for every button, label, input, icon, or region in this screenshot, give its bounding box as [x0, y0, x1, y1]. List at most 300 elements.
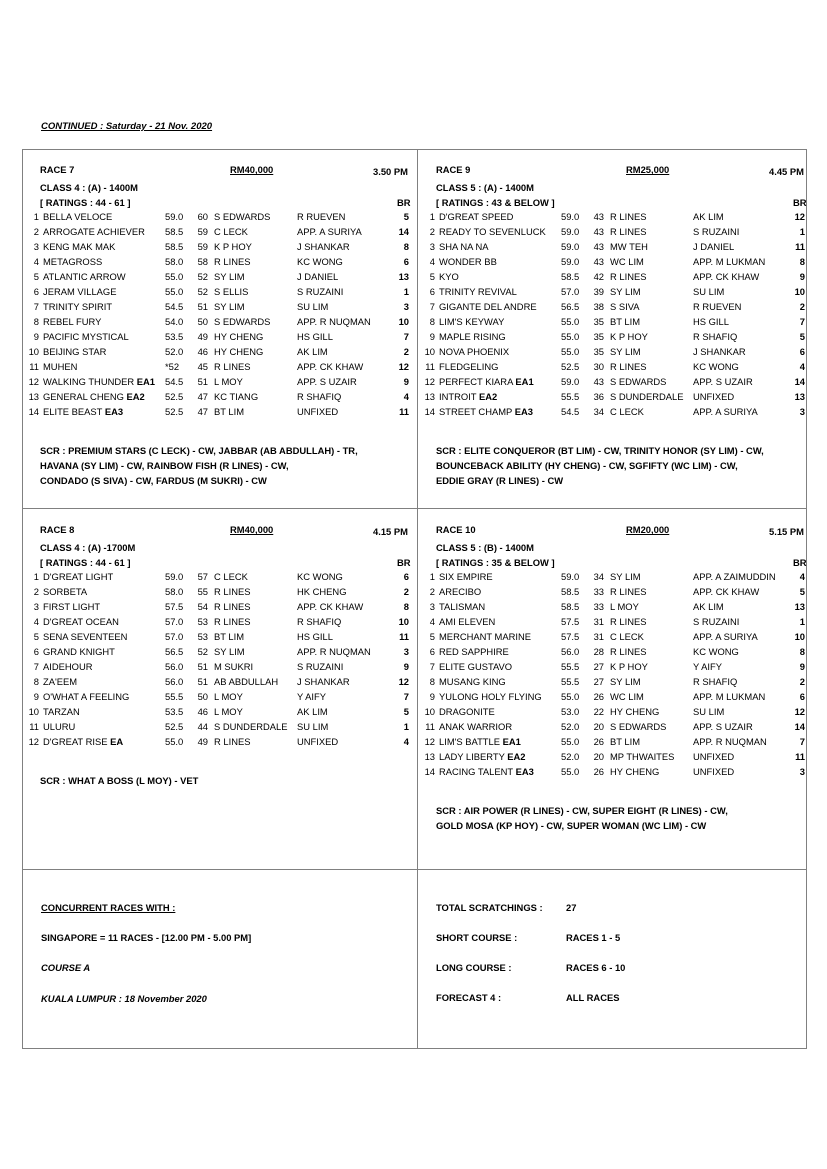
- rating: 57: [197, 571, 208, 582]
- br-header: BR: [793, 557, 807, 568]
- horse-name-text: ULURU: [43, 721, 76, 732]
- runner-number: 5: [33, 631, 39, 642]
- trainer: R SHAFIQ: [297, 391, 342, 402]
- weight: 54.0: [165, 316, 184, 327]
- jockey: R LINES: [214, 601, 251, 612]
- runner-row: [421, 376, 816, 391]
- horse-name-text: TALISMAN: [439, 601, 486, 612]
- runner-number: 1: [33, 571, 39, 582]
- barrier: 2: [403, 586, 409, 597]
- horse-name-text: BEIJING STAR: [43, 346, 107, 357]
- weight: 59.0: [165, 211, 184, 222]
- rating: 43: [593, 376, 604, 387]
- runner-number: 1: [429, 571, 435, 582]
- runner-number: 7: [429, 301, 435, 312]
- horse-name-text: REBEL FURY: [43, 316, 102, 327]
- barrier: 11: [795, 751, 805, 762]
- jockey: R LINES: [610, 271, 647, 282]
- jockey: SY LIM: [610, 286, 641, 297]
- rating: 47: [197, 391, 208, 402]
- rating: 46: [197, 346, 208, 357]
- jockey: SY LIM: [214, 301, 245, 312]
- trainer: HS GILL: [693, 316, 729, 327]
- horse-name: [439, 766, 534, 777]
- runner-number: 12: [424, 376, 435, 387]
- jockey: R LINES: [610, 361, 647, 372]
- trainer: SU LIM: [693, 706, 725, 717]
- rating: 26: [593, 766, 604, 777]
- jockey: BT LIM: [610, 736, 641, 747]
- jockey: R LINES: [214, 616, 251, 627]
- horse-name: [439, 226, 546, 237]
- race-prize: RM40,000: [230, 524, 274, 535]
- trainer: S RUZAINI: [693, 226, 740, 237]
- trainer: APP. R NUQMAN: [297, 646, 371, 657]
- race-ratings: [ RATINGS : 43 & BELOW ]: [436, 197, 555, 208]
- horse-name: [43, 226, 145, 237]
- horse-name: [43, 211, 112, 222]
- barrier: 6: [403, 256, 409, 267]
- horse-name: [43, 286, 116, 297]
- runner-row: [25, 256, 420, 271]
- barrier: 8: [799, 646, 805, 657]
- runner-number: 9: [33, 691, 39, 702]
- runner-number: 1: [33, 211, 39, 222]
- emergency-acceptor-tag: EA3: [514, 406, 533, 417]
- trainer: APP. CK KHAW: [297, 601, 364, 612]
- race-class: CLASS 5 : (A) - 1400M: [436, 182, 534, 193]
- rating: 50: [197, 691, 208, 702]
- horse-name: [43, 316, 101, 327]
- rating: 35: [593, 316, 604, 327]
- race-prize: RM20,000: [626, 524, 670, 535]
- horse-name-text: METAGROSS: [43, 256, 103, 267]
- jockey: K P HOY: [610, 661, 648, 672]
- weight: 56.5: [165, 646, 184, 657]
- runner-row: [421, 676, 816, 691]
- horse-name-text: SIX EMPIRE: [439, 571, 493, 582]
- scratchings-line: SCR : ELITE CONQUEROR (BT LIM) - CW, TRINITY HONOR (SY LIM) - CW,: [436, 445, 764, 456]
- runner-row: [25, 241, 420, 256]
- horse-name-text: SORBETA: [43, 586, 88, 597]
- jockey: AB ABDULLAH: [214, 676, 279, 687]
- race-time: 3.50 PM: [373, 166, 408, 177]
- trainer: UNFIXED: [693, 766, 735, 777]
- jockey: K P HOY: [610, 331, 648, 342]
- br-header: BR: [397, 557, 411, 568]
- continued-date-heading: CONTINUED : Saturday - 21 Nov. 2020: [41, 121, 213, 132]
- barrier: 3: [799, 406, 805, 417]
- runner-row: [421, 361, 816, 376]
- race-title: RACE 8: [40, 524, 75, 535]
- horse-name: [43, 631, 127, 642]
- barrier: 3: [799, 766, 805, 777]
- horse-name-text: ANAK WARRIOR: [439, 721, 513, 732]
- barrier: 10: [794, 631, 805, 642]
- barrier: 1: [799, 226, 805, 237]
- race-time: 4.45 PM: [769, 166, 804, 177]
- horse-name: [43, 376, 155, 387]
- weight: 54.5: [165, 376, 184, 387]
- barrier: 14: [794, 721, 805, 732]
- jockey: R LINES: [214, 256, 251, 267]
- horse-name: [439, 406, 533, 417]
- jockey: HY CHENG: [214, 346, 264, 357]
- runner-row: [421, 301, 816, 316]
- barrier: 5: [799, 331, 805, 342]
- emergency-acceptor-tag: EA2: [507, 751, 526, 762]
- emergency-acceptor-tag: EA2: [126, 391, 145, 402]
- jockey: L MOY: [214, 376, 243, 387]
- horse-name: [439, 706, 495, 717]
- rating: 54: [197, 601, 208, 612]
- horse-name: [439, 331, 506, 342]
- horse-name: [43, 256, 102, 267]
- weight: 55.0: [561, 691, 580, 702]
- runner-row: [25, 691, 420, 706]
- runner-row: [421, 646, 816, 661]
- runner-row: [421, 586, 816, 601]
- short-course-value: RACES 1 - 5: [566, 932, 621, 943]
- weight: 52.5: [165, 721, 184, 732]
- trainer: APP. CK KHAW: [297, 361, 364, 372]
- rating: 26: [593, 736, 604, 747]
- trainer: R SHAFIQ: [297, 616, 342, 627]
- runner-number: 14: [424, 766, 435, 777]
- rating: 43: [593, 241, 604, 252]
- horse-name: [439, 631, 531, 642]
- runner-row: [421, 721, 816, 736]
- weight: 55.5: [165, 691, 184, 702]
- trainer: APP. R NUQMAN: [297, 316, 371, 327]
- trainer: SU LIM: [297, 301, 329, 312]
- race-class: CLASS 4 : (A) - 1400M: [40, 182, 138, 193]
- jockey: BT LIM: [214, 631, 245, 642]
- horse-name: [43, 571, 113, 582]
- trainer: R RUEVEN: [297, 211, 346, 222]
- trainer: APP. CK KHAW: [693, 271, 760, 282]
- jockey: R LINES: [610, 226, 647, 237]
- horse-name: [439, 376, 534, 387]
- horse-name-text: RACING TALENT: [439, 766, 513, 777]
- horse-name: [43, 361, 77, 372]
- trainer: HS GILL: [297, 631, 333, 642]
- concurrent-races-title: CONCURRENT RACES WITH :: [41, 902, 176, 913]
- runner-row: [25, 706, 420, 721]
- runner-row: [25, 586, 420, 601]
- race-title: RACE 7: [40, 164, 75, 175]
- trainer: J DANIEL: [693, 241, 735, 252]
- barrier: 6: [799, 691, 805, 702]
- trainer: APP. S UZAIR: [693, 376, 753, 387]
- runner-number: 11: [29, 721, 39, 732]
- horse-name-text: ELITE BEAST: [43, 406, 103, 417]
- scratchings-note: [436, 443, 826, 488]
- horse-name: [43, 346, 106, 357]
- horse-name: [439, 586, 481, 597]
- weight: 58.0: [165, 256, 184, 267]
- runner-row: [421, 571, 816, 586]
- runner-number: 12: [424, 736, 435, 747]
- runner-number: 3: [429, 601, 435, 612]
- trainer: AK LIM: [297, 706, 328, 717]
- horse-name-text: ATLANTIC ARROW: [43, 271, 126, 282]
- runner-row: [421, 691, 816, 706]
- trainer: APP. S UZAIR: [297, 376, 357, 387]
- horse-name: [439, 346, 509, 357]
- horse-name: [43, 301, 112, 312]
- barrier: 12: [398, 676, 409, 687]
- race-time: 4.15 PM: [373, 526, 408, 537]
- runner-number: 11: [29, 361, 39, 372]
- scratchings-line: BOUNCEBACK ABILITY (HY CHENG) - CW, SGFIFTY (WC LIM) - CW,: [436, 460, 738, 471]
- rating: 44: [197, 721, 208, 732]
- barrier: 9: [403, 661, 409, 672]
- barrier: 4: [403, 391, 409, 402]
- barrier: 6: [799, 346, 805, 357]
- weight: 52.0: [165, 346, 184, 357]
- runner-row: [25, 406, 420, 421]
- barrier: 4: [799, 361, 805, 372]
- barrier: 10: [398, 316, 409, 327]
- barrier: 2: [403, 346, 409, 357]
- total-scratchings-value: 27: [566, 902, 577, 913]
- trainer: APP. A ZAIMUDDIN: [693, 571, 776, 582]
- runner-row: [25, 676, 420, 691]
- horse-name: [439, 211, 513, 222]
- runner-row: [25, 361, 420, 376]
- horse-name: [439, 661, 512, 672]
- horse-name: [439, 616, 495, 627]
- jockey: HY CHENG: [214, 331, 264, 342]
- runner-row: [421, 211, 816, 226]
- emergency-acceptor-tag: EA1: [515, 376, 534, 387]
- horse-name-text: ARROGATE ACHIEVER: [43, 226, 145, 237]
- barrier: 12: [794, 706, 805, 717]
- horse-name-text: MUHEN: [43, 361, 78, 372]
- rating: 31: [593, 631, 604, 642]
- rating: 47: [197, 406, 208, 417]
- horse-name: [439, 301, 537, 312]
- runner-number: 2: [33, 226, 39, 237]
- runner-row: [25, 331, 420, 346]
- barrier: 12: [794, 211, 805, 222]
- runner-number: 10: [424, 706, 435, 717]
- jockey: MP THWAITES: [610, 751, 675, 762]
- rating: 26: [593, 691, 604, 702]
- horse-name: [439, 721, 512, 732]
- rating: 28: [593, 646, 604, 657]
- trainer: UNFIXED: [693, 391, 735, 402]
- trainer: UNFIXED: [297, 736, 339, 747]
- runner-row: [421, 766, 816, 781]
- horse-name-text: ZA'EEM: [43, 676, 78, 687]
- rating: 42: [593, 271, 604, 282]
- horse-name-text: INTROIT: [439, 391, 477, 402]
- race-class: CLASS 5 : (B) - 1400M: [436, 542, 534, 553]
- horse-name-text: JERAM VILLAGE: [43, 286, 117, 297]
- runner-row: [421, 751, 816, 766]
- race-ratings: [ RATINGS : 44 - 61 ]: [40, 197, 131, 208]
- jockey: R LINES: [610, 586, 647, 597]
- runner-row: [421, 736, 816, 751]
- rating: 27: [593, 661, 604, 672]
- barrier: 7: [403, 331, 409, 342]
- jockey: R LINES: [214, 736, 251, 747]
- rating: 30: [593, 361, 604, 372]
- scratchings-line: GOLD MOSA (KP HOY) - CW, SUPER WOMAN (WC LIM) - CW: [436, 820, 707, 831]
- runner-number: 10: [424, 346, 435, 357]
- rating: 51: [197, 676, 208, 687]
- runner-row: [421, 331, 816, 346]
- horse-name-text: WALKING THUNDER: [43, 376, 135, 387]
- barrier: 6: [403, 571, 409, 582]
- weight: 55.0: [165, 736, 184, 747]
- horse-name: [43, 586, 87, 597]
- horse-name-text: MUSANG KING: [439, 676, 506, 687]
- trainer: APP. A SURIYA: [297, 226, 362, 237]
- runner-number: 11: [425, 361, 435, 372]
- jockey: SY LIM: [214, 271, 245, 282]
- horse-name: [439, 751, 526, 762]
- row-divider-1: [22, 508, 807, 509]
- trainer: KC WONG: [297, 571, 343, 582]
- scratchings-note: [40, 773, 430, 788]
- weight: 58.5: [165, 241, 184, 252]
- weight: 54.5: [165, 301, 184, 312]
- runner-number: 7: [429, 661, 435, 672]
- trainer: S RUZAINI: [297, 661, 344, 672]
- horse-name-text: DRAGONITE: [439, 706, 495, 717]
- barrier: 10: [794, 286, 805, 297]
- barrier: 2: [799, 676, 805, 687]
- barrier: 9: [799, 661, 805, 672]
- jockey: R LINES: [610, 616, 647, 627]
- jockey: BT LIM: [610, 316, 641, 327]
- runner-number: 11: [425, 721, 435, 732]
- horse-name-text: RED SAPPHIRE: [439, 646, 509, 657]
- horse-name-text: KENG MAK MAK: [43, 241, 116, 252]
- horse-name-text: BELLA VELOCE: [43, 211, 113, 222]
- row-divider-2: [22, 869, 807, 870]
- weight: 58.5: [561, 271, 580, 282]
- horse-name: [43, 721, 75, 732]
- horse-name-text: STREET CHAMP: [439, 406, 513, 417]
- weight: 55.0: [561, 346, 580, 357]
- horse-name: [43, 391, 145, 402]
- rating: 22: [593, 706, 604, 717]
- barrier: 8: [799, 256, 805, 267]
- runner-number: 2: [33, 586, 39, 597]
- emergency-acceptor-tag: EA1: [502, 736, 521, 747]
- barrier: 11: [399, 631, 409, 642]
- horse-name: [439, 271, 459, 282]
- horse-name-text: WONDER BB: [439, 256, 497, 267]
- weight: 59.0: [561, 376, 580, 387]
- horse-name: [439, 571, 493, 582]
- trainer: KC WONG: [297, 256, 343, 267]
- horse-name-text: FIRST LIGHT: [43, 601, 101, 612]
- jockey: S ELLIS: [214, 286, 249, 297]
- weight: 55.0: [561, 766, 580, 777]
- horse-name-text: GIGANTE DEL ANDRE: [439, 301, 537, 312]
- jockey: C LECK: [214, 571, 248, 582]
- runner-row: [421, 661, 816, 676]
- trainer: Y AIFY: [297, 691, 327, 702]
- trainer: KC WONG: [693, 646, 739, 657]
- weight: 56.0: [165, 676, 184, 687]
- trainer: KC WONG: [693, 361, 739, 372]
- trainer: SU LIM: [693, 286, 725, 297]
- jockey: WC LIM: [610, 256, 644, 267]
- runner-row: [421, 271, 816, 286]
- horse-name-text: READY TO SEVENLUCK: [439, 226, 546, 237]
- race-class: CLASS 4 : (A) -1700M: [40, 542, 136, 553]
- trainer: HS GILL: [297, 331, 333, 342]
- rating: 43: [593, 256, 604, 267]
- jockey: S EDWARDS: [214, 316, 271, 327]
- rating: 46: [197, 706, 208, 717]
- forecast-value: ALL RACES: [566, 992, 620, 1003]
- trainer: APP. S UZAIR: [693, 721, 753, 732]
- runner-row: [421, 631, 816, 646]
- weight: 56.0: [165, 661, 184, 672]
- weight: 59.0: [165, 571, 184, 582]
- barrier: 5: [799, 586, 805, 597]
- rating: 45: [197, 361, 208, 372]
- barrier: 7: [403, 691, 409, 702]
- race-prize: RM40,000: [230, 164, 274, 175]
- horse-name: [439, 676, 506, 687]
- jockey: SY LIM: [610, 571, 641, 582]
- rating: 52: [197, 286, 208, 297]
- rating: 59: [197, 226, 208, 237]
- runner-row: [421, 406, 816, 421]
- runner-number: 8: [33, 316, 39, 327]
- runner-number: 9: [429, 691, 435, 702]
- weight: 55.5: [561, 676, 580, 687]
- runner-number: 5: [429, 271, 435, 282]
- barrier: 11: [399, 406, 409, 417]
- scratchings-line: SCR : AIR POWER (R LINES) - CW, SUPER EIGHT (R LINES) - CW,: [436, 805, 728, 816]
- horse-name-text: GENERAL CHENG: [43, 391, 124, 402]
- jockey: HY CHENG: [610, 766, 660, 777]
- jockey: BT LIM: [214, 406, 245, 417]
- runner-row: [25, 601, 420, 616]
- rating: 53: [197, 631, 208, 642]
- horse-name: [43, 271, 126, 282]
- runner-number: 12: [28, 376, 39, 387]
- runner-number: 1: [429, 211, 435, 222]
- emergency-acceptor-tag: EA2: [478, 391, 498, 402]
- runner-number: 2: [429, 226, 435, 237]
- runner-row: [421, 286, 816, 301]
- runner-number: 4: [33, 616, 39, 627]
- barrier: 1: [403, 286, 409, 297]
- weight: 54.5: [561, 406, 580, 417]
- br-header: BR: [793, 197, 807, 208]
- jockey: S DUNDERDALE: [214, 721, 288, 732]
- jockey: HY CHENG: [610, 706, 660, 717]
- weight: 57.0: [561, 286, 580, 297]
- runner-number: 3: [429, 241, 435, 252]
- horse-name: [439, 646, 509, 657]
- jockey: R LINES: [610, 646, 647, 657]
- barrier: 14: [398, 226, 409, 237]
- rating: 35: [593, 346, 604, 357]
- barrier: 7: [799, 736, 805, 747]
- rating: 59: [197, 241, 208, 252]
